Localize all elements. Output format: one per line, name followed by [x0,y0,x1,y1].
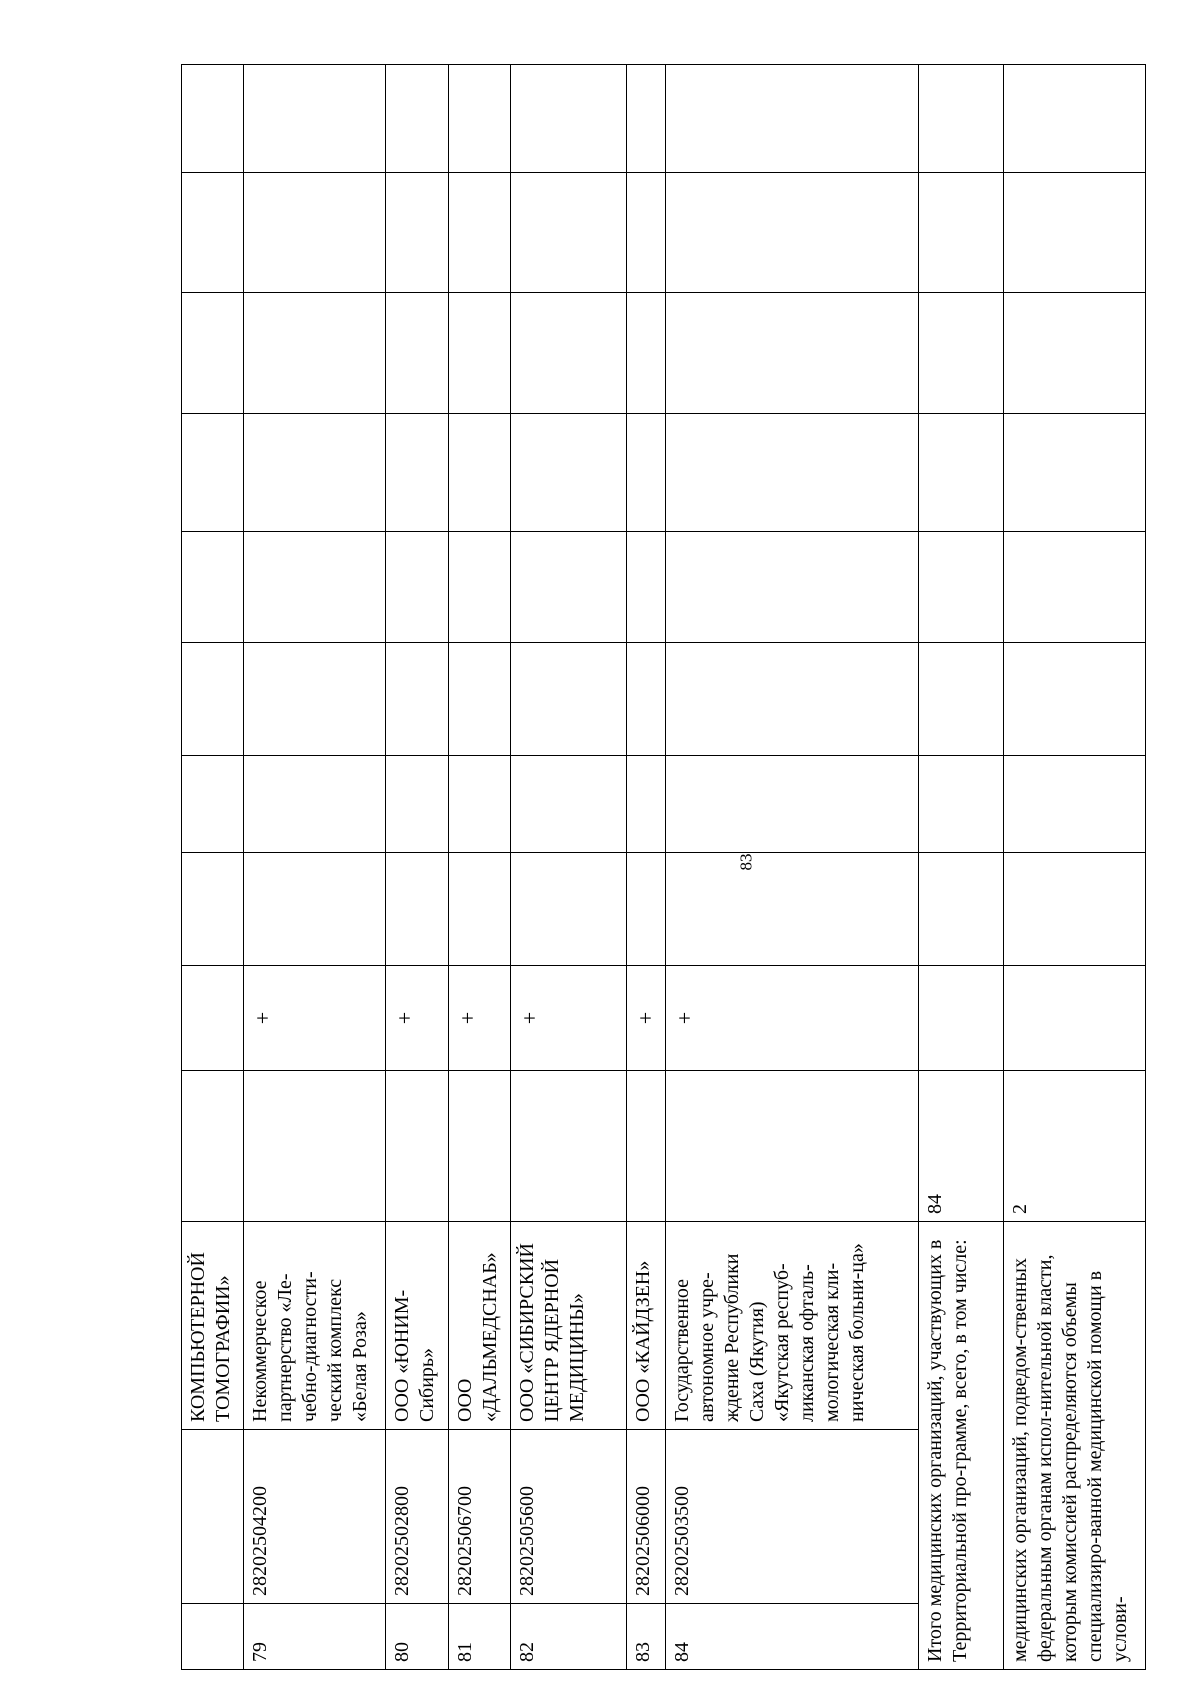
table-row [665,65,919,1670]
empty-cell [665,414,919,532]
empty-cell [244,853,386,966]
empty-cell [448,532,510,643]
empty-cell [182,643,244,756]
empty-cell [182,414,244,532]
empty-cell [1004,756,1146,853]
empty-cell [244,173,386,293]
empty-cell [511,532,627,643]
org-name: ООО «ЮНИМ-Сибирь» [386,1222,448,1430]
row-number: 79 [244,1604,386,1670]
empty-cell [244,643,386,756]
empty-cell [244,756,386,853]
empty-cell [244,293,386,414]
col-value-2: + [665,966,919,1071]
empty-cell [627,65,665,173]
empty-cell [627,532,665,643]
empty-cell [511,853,627,966]
row-number: 84 [665,1604,919,1670]
table-row [386,65,448,1670]
empty-cell [1004,293,1146,414]
empty-cell [665,293,919,414]
empty-cell [386,293,448,414]
empty-cell [919,414,1004,532]
page-number: 83 [736,853,756,871]
col-value-1 [448,1071,510,1222]
summary-value: 84 [919,1071,1004,1222]
table-row [244,65,386,1670]
empty-cell [386,756,448,853]
col-value-1 [511,1071,627,1222]
empty-cell [627,173,665,293]
org-name: ООО «СИБИРСКИЙ ЦЕНТР ЯДЕРНОЙ МЕДИЦИНЫ» [511,1222,627,1430]
org-name: Некоммерческое партнерство «Ле-чебно-диагности-ческий комплекс «Белая Роза» [244,1222,386,1430]
org-name: КОМПЬЮТЕРНОЙ ТОМОГРАФИИ» [182,1222,244,1430]
empty-cell [919,643,1004,756]
empty-cell [448,756,510,853]
col-value-1 [182,1071,244,1222]
empty-cell [448,414,510,532]
org-code: 28202502800 [386,1430,448,1604]
empty-cell [182,853,244,966]
org-code: 28202506000 [627,1430,665,1604]
empty-cell [511,173,627,293]
empty-cell [511,293,627,414]
org-name: Государственное автономное учре-ждение Республики Саха (Якутия) «Якутская респуб-ликанская офталь-мологическая кли-ническая больни-ца» [665,1222,919,1430]
empty-cell [448,65,510,173]
row-number: 80 [386,1604,448,1670]
summary-label: медицинских организаций, подведом-ственных федеральным органам испол-нительной власти, которым комиссией распределяются объемы специализиро-ванной медицинской помощи в услови- [1004,1222,1146,1670]
empty-cell [386,643,448,756]
col-value-2: + [511,966,627,1071]
empty-cell [1004,643,1146,756]
row-number: 82 [511,1604,627,1670]
col-value-1 [244,1071,386,1222]
table-body [182,65,1146,1670]
empty-cell [665,643,919,756]
summary-row [1004,65,1146,1670]
org-code: 28202503500 [665,1430,919,1604]
empty-cell [448,853,510,966]
empty-cell [244,414,386,532]
col-value-2: + [448,966,510,1071]
empty-cell [627,643,665,756]
row-number: 83 [627,1604,665,1670]
empty-cell [1004,414,1146,532]
empty-cell [665,756,919,853]
empty-cell [627,756,665,853]
empty-cell [511,65,627,173]
empty-cell [1004,173,1146,293]
empty-cell [448,173,510,293]
empty-cell [919,532,1004,643]
table-row [511,65,627,1670]
empty-cell [627,293,665,414]
empty-cell [448,643,510,756]
col-value-2: + [386,966,448,1071]
org-code: 28202504200 [244,1430,386,1604]
summary-value: 2 [1004,1071,1146,1222]
empty-cell [386,853,448,966]
col-value-1 [665,1071,919,1222]
col-value-2: + [244,966,386,1071]
empty-cell [1004,532,1146,643]
empty-cell [1004,853,1146,966]
empty-cell [919,966,1004,1071]
empty-cell [511,756,627,853]
empty-cell [182,756,244,853]
col-value-2: + [627,966,665,1071]
row-number: 81 [448,1604,510,1670]
empty-cell [511,643,627,756]
empty-cell [1004,65,1146,173]
empty-cell [182,293,244,414]
empty-cell [1004,966,1146,1071]
empty-cell [919,853,1004,966]
empty-cell [665,853,919,966]
col-value-2 [182,966,244,1071]
empty-cell [665,65,919,173]
empty-cell [182,532,244,643]
empty-cell [386,414,448,532]
empty-cell [244,65,386,173]
empty-cell [448,293,510,414]
table-row [182,65,244,1670]
organizations-table [181,64,1146,1670]
org-code: 28202505600 [511,1430,627,1604]
empty-cell [244,532,386,643]
summary-label: Итого медицинских организаций, участвующих в Территориальной про-грамме, всего, в том числе: [919,1222,1004,1670]
empty-cell [627,853,665,966]
empty-cell [182,65,244,173]
empty-cell [665,173,919,293]
empty-cell [665,532,919,643]
summary-row [919,65,1004,1670]
col-value-1 [627,1071,665,1222]
col-value-1 [386,1071,448,1222]
table-row [448,65,510,1670]
empty-cell [919,756,1004,853]
org-code [182,1430,244,1604]
empty-cell [182,173,244,293]
rotated-table-container [181,65,1146,1670]
empty-cell [386,65,448,173]
empty-cell [627,414,665,532]
table-row [627,65,665,1670]
empty-cell [919,65,1004,173]
empty-cell [919,293,1004,414]
row-number [182,1604,244,1670]
empty-cell [386,173,448,293]
empty-cell [511,414,627,532]
org-code: 28202506700 [448,1430,510,1604]
empty-cell [386,532,448,643]
org-name: ООО «КАЙДЗЕН» [627,1222,665,1430]
empty-cell [919,173,1004,293]
org-name: ООО «ДАЛЬМЕДСНАБ» [448,1222,510,1430]
